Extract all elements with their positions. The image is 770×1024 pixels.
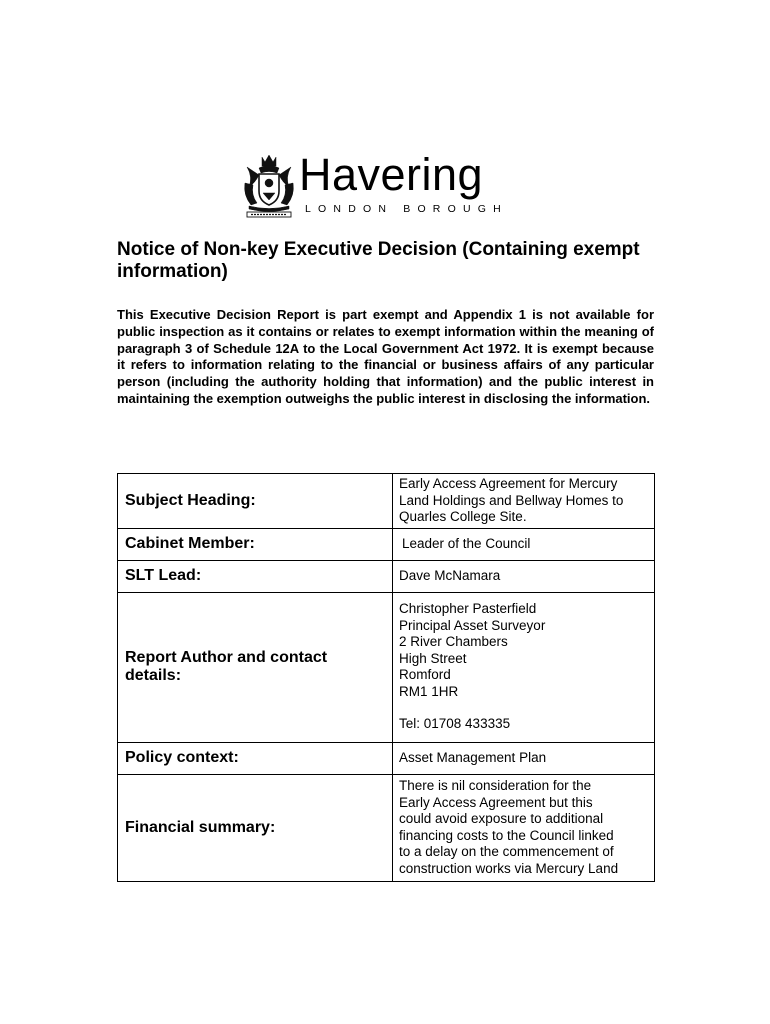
subject-heading-value bbox=[393, 474, 655, 529]
financial-summary-line: There is nil consideration for the bbox=[399, 778, 592, 793]
logo-wordmark: Havering bbox=[299, 149, 484, 200]
author-detail-line: High Street bbox=[399, 650, 467, 666]
table-row-slt-lead bbox=[118, 560, 655, 592]
cabinet-member-label: Cabinet Member: bbox=[118, 528, 393, 560]
financial-summary-line: construction works via Mercury Land bbox=[399, 860, 619, 876]
report-author-label-line: Report Author and contact bbox=[125, 649, 328, 666]
financial-summary-line: to a delay on the commencement of bbox=[399, 844, 614, 859]
decision-details-table bbox=[117, 473, 655, 882]
subject-heading-line: Early Access Agreement for Mercury bbox=[399, 476, 618, 491]
borough-crest-icon bbox=[241, 153, 297, 219]
table-row-subject-heading bbox=[118, 474, 655, 529]
subject-heading-label: Subject Heading: bbox=[118, 474, 393, 529]
subject-heading-line: Land Holdings and Bellway Homes to bbox=[399, 492, 624, 508]
financial-summary-line: financing costs to the Council linked bbox=[399, 827, 614, 843]
author-detail-line: Romford bbox=[399, 667, 451, 683]
logo-tagline: LONDON BOROUGH bbox=[305, 203, 508, 215]
table-row-cabinet-member bbox=[118, 528, 655, 560]
table-row-report-author bbox=[118, 592, 655, 742]
financial-summary-label: Financial summary: bbox=[118, 774, 393, 881]
report-author-label bbox=[118, 592, 393, 742]
slt-lead-value: Dave McNamara bbox=[393, 560, 655, 592]
exemption-notice: This Executive Decision Report is part exempt and Appendix 1 is not available for public inspection as it contains or relates to exempt information within the meaning of paragraph 3 of Schedule 12A to the Local Government Act 1972. It is exempt because it refers to information relating to the financial or business affairs of any particular person (including the authority holding that information) and the public interest in maintaining the exemption outweighs the public interest in disclosing the information. bbox=[117, 307, 654, 406]
report-author-label-line: details: bbox=[125, 667, 182, 684]
author-detail-line: 2 River Chambers bbox=[399, 634, 508, 650]
spacer bbox=[399, 700, 650, 716]
financial-summary-line: could avoid exposure to additional bbox=[399, 811, 604, 826]
subject-heading-line: Quarles College Site. bbox=[399, 509, 527, 524]
author-telephone: Tel: 01708 433335 bbox=[399, 716, 511, 732]
author-detail-line: RM1 1HR bbox=[399, 683, 459, 699]
table-row-policy-context bbox=[118, 742, 655, 774]
report-author-value bbox=[393, 592, 655, 742]
author-detail-line: Principal Asset Surveyor bbox=[399, 617, 546, 633]
havering-logo bbox=[241, 149, 523, 219]
document-title: Notice of Non-key Executive Decision (Containing exempt information) bbox=[117, 239, 640, 282]
policy-context-value: Asset Management Plan bbox=[393, 742, 655, 774]
financial-summary-line: Early Access Agreement but this bbox=[399, 794, 593, 810]
slt-lead-label: SLT Lead: bbox=[118, 560, 393, 592]
cabinet-member-value: Leader of the Council bbox=[393, 528, 655, 560]
table-row-financial-summary bbox=[118, 774, 655, 881]
author-detail-line: Christopher Pasterfield bbox=[399, 601, 537, 617]
policy-context-label: Policy context: bbox=[118, 742, 393, 774]
financial-summary-value bbox=[393, 774, 655, 881]
